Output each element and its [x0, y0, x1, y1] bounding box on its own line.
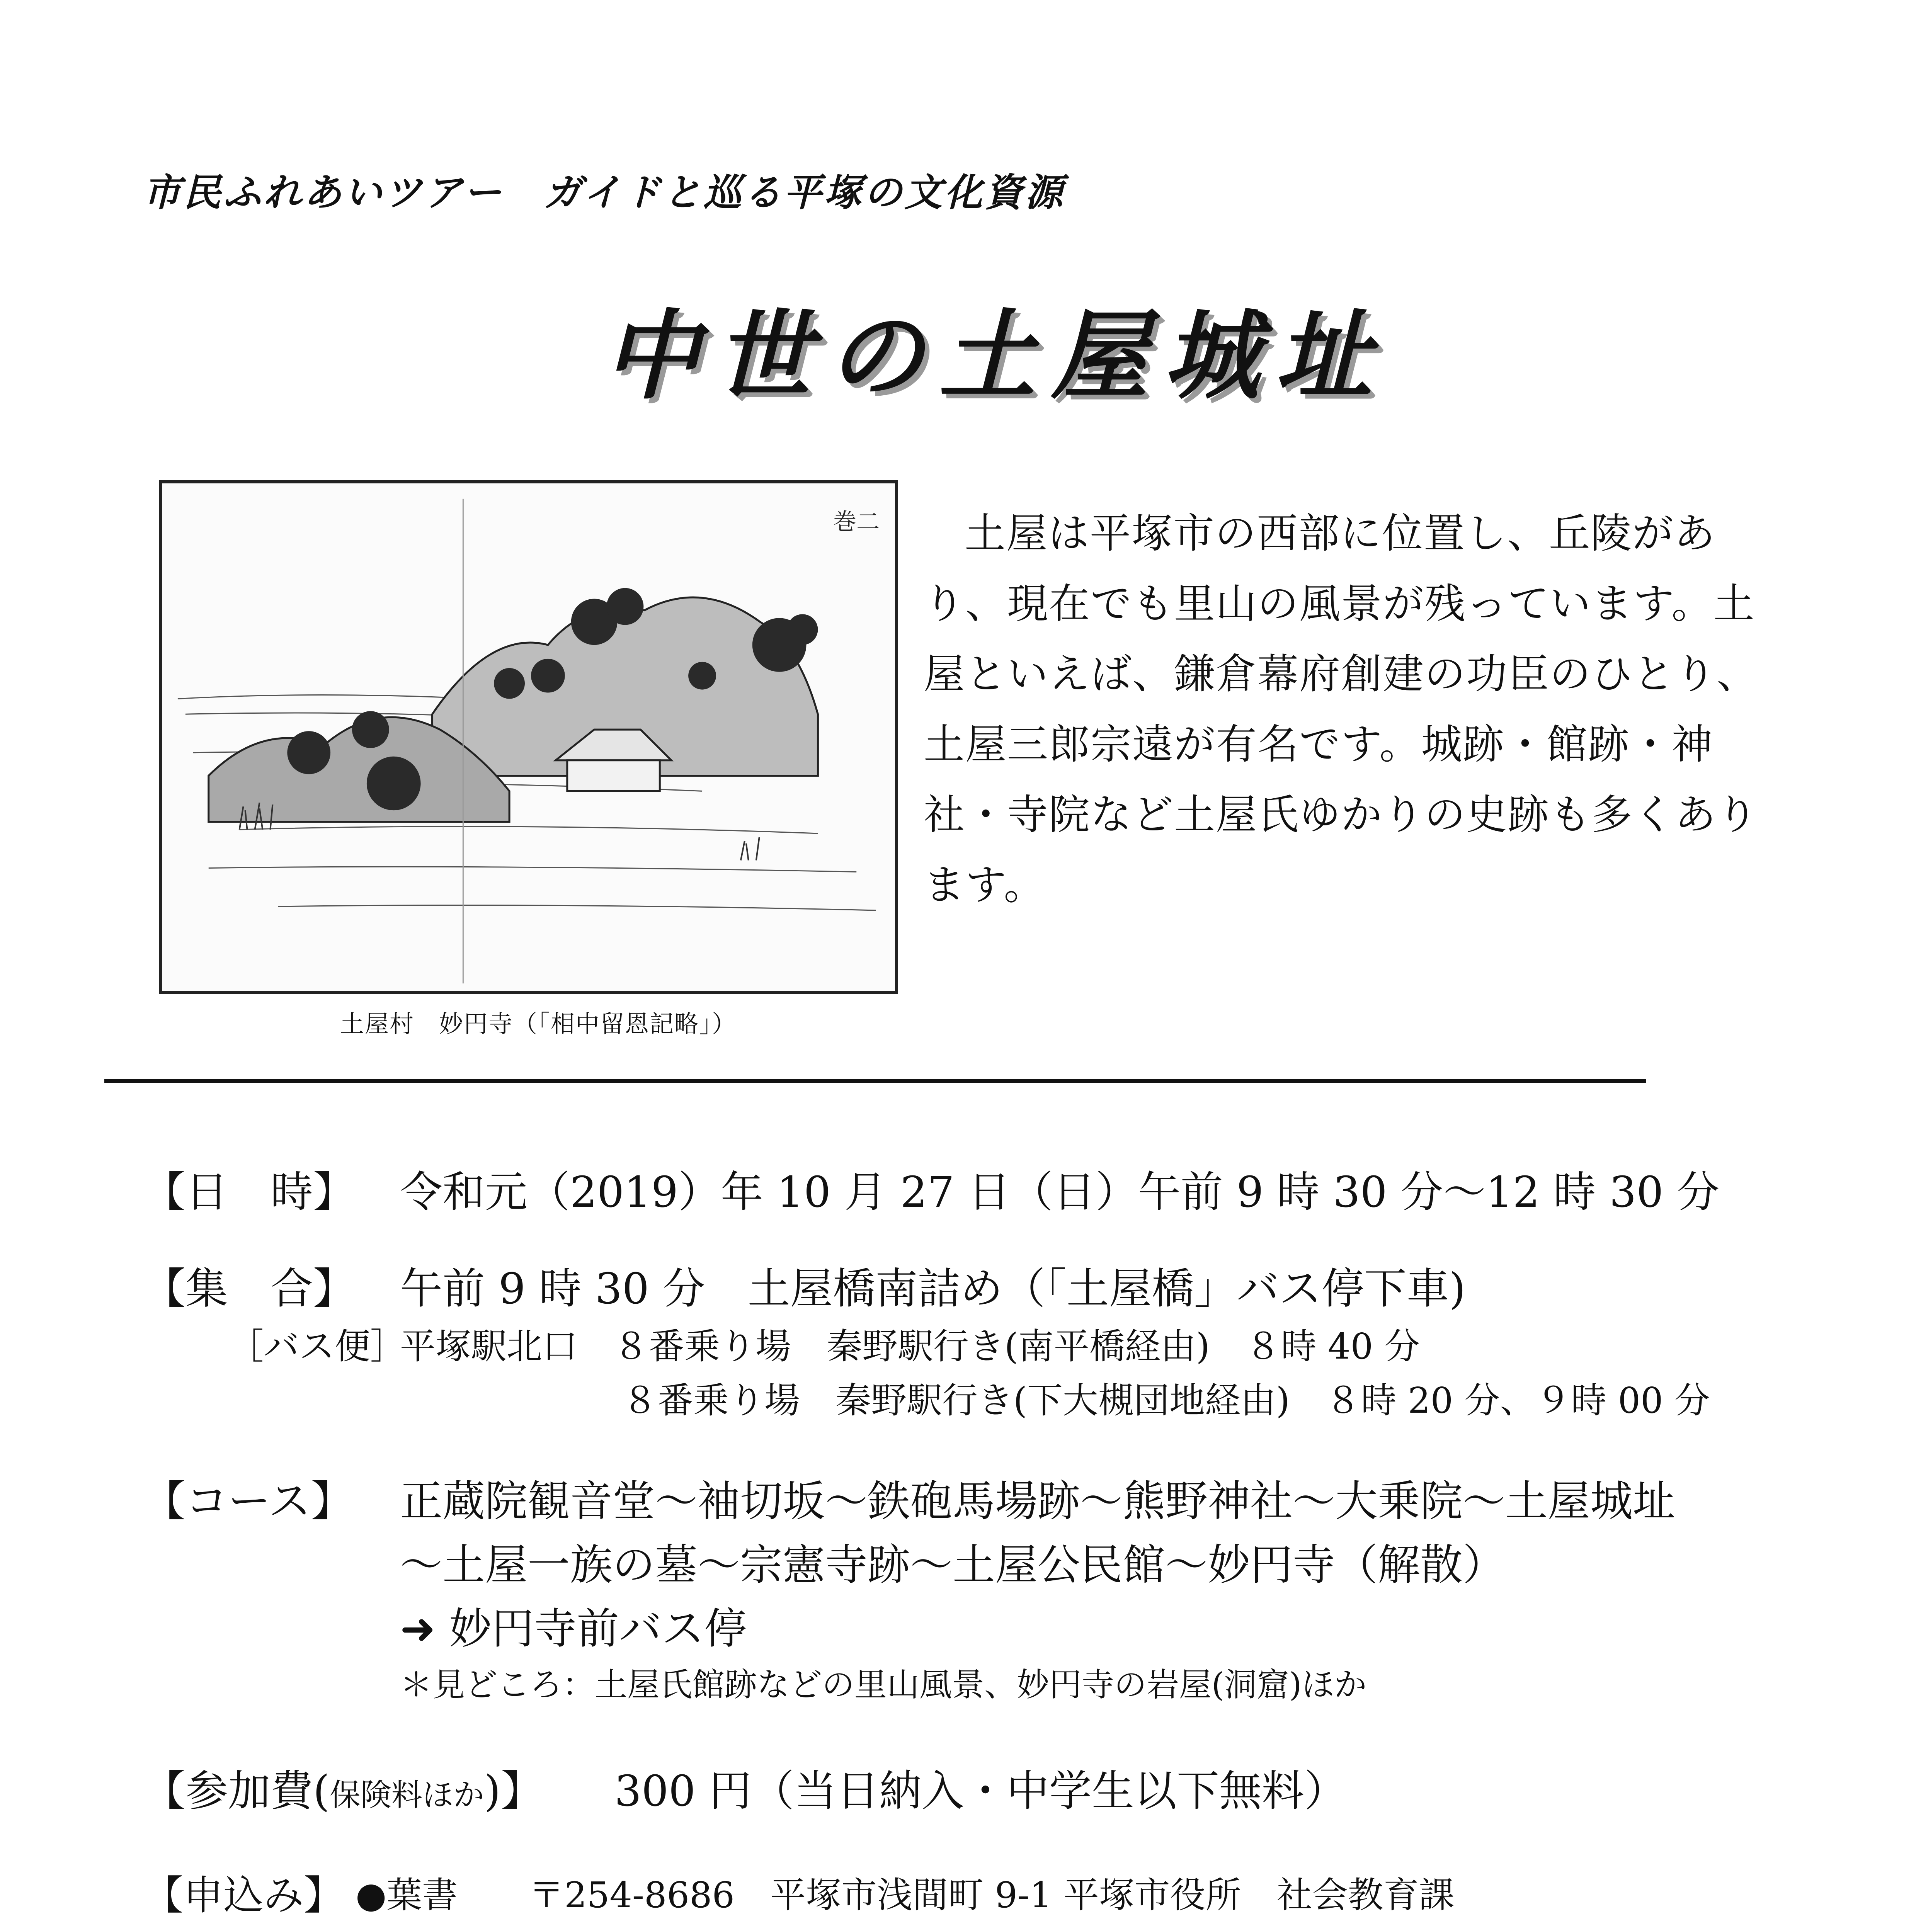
fee-label-small: 保険料ほか: [329, 1777, 484, 1813]
datetime-label: 【日 時】: [143, 1167, 356, 1217]
page-title: 中世の土屋城址: [603, 300, 1387, 412]
meeting-value: 午前 9 時 30 分 土屋橋南詰め（「土屋橋」バス停下車): [400, 1264, 1466, 1313]
fee-label: [143, 1762, 543, 1824]
course-note: ＊見どころ：土屋氏館跡などの里山風景、妙円寺の岩屋(洞窟)ほか: [400, 1666, 1367, 1704]
bus-line-1: 平塚駅北口 ８番乗り場 秦野駅行き(南平橋経由) ８時 40 分: [400, 1326, 1420, 1367]
corner-mark: 巻二: [833, 508, 880, 536]
intro-text: [924, 498, 1766, 920]
intro-paragraph: 土屋は平塚市の西部に位置し、丘陵があり、現在でも里山の風景が残っています。土屋といえば、鎌倉幕府創建の功臣のひとり、土屋三郎宗遠が有名です。城跡・館跡・神社・寺院など土屋氏ゆかりの史跡も多くあります。: [924, 510, 1758, 909]
bus-line-2: ８番乗り場 秦野駅行き(下大槻団地経由) ８時 20 分、９時 00 分: [622, 1380, 1710, 1421]
course-label: 【コース】: [143, 1476, 354, 1526]
bus-label: ［バス便］: [228, 1326, 406, 1367]
series-title: 市民ふれあいツアー ガイドと巡る平塚の文化資源: [143, 171, 1065, 215]
landscape-illustration: [162, 483, 895, 991]
course-line-3: ➜ 妙円寺前バス停: [400, 1604, 747, 1653]
datetime-value: 令和元（2019）年 10 月 27 日（日）午前 9 時 30 分～12 時 30 分: [400, 1167, 1720, 1217]
illustration-frame: [159, 480, 898, 994]
apply-fax: [356, 1928, 849, 1932]
apply-postcard: ●葉書 〒254-8686 平塚市浅間町 9-1 平塚市役所 社会教育課: [356, 1874, 1455, 1916]
figure-caption: 土屋村 妙円寺（「相中留恩記略」）: [340, 1010, 737, 1038]
divider: [104, 1079, 1646, 1083]
course-line-2: ～土屋一族の墓～宗憲寺跡～土屋公民館～妙円寺（解散）: [400, 1540, 1505, 1590]
fee-label-start: 【参加費(: [143, 1766, 330, 1816]
course-line-1: 正蔵院観音堂～袖切坂～鉄砲馬場跡～熊野神社～大乗院～土屋城址: [400, 1476, 1675, 1526]
fee-value: 300 円（当日納入・中学生以下無料）: [614, 1766, 1347, 1816]
apply-label: 【申込み】: [143, 1872, 344, 1919]
meeting-label: 【集 合】: [143, 1264, 356, 1313]
fee-label-end: )】: [484, 1766, 543, 1816]
